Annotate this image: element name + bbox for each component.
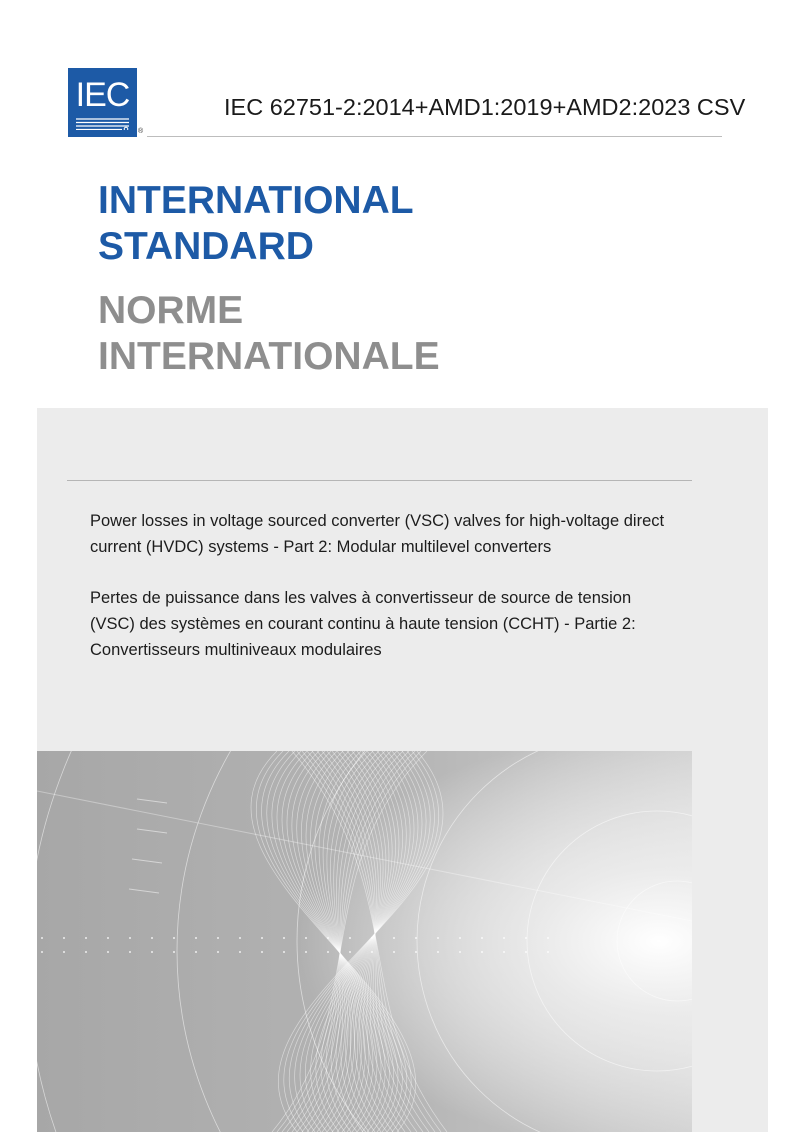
title-french-line2: INTERNATIONALE — [98, 335, 440, 378]
cover-artwork — [37, 751, 692, 1132]
panel-divider — [67, 480, 692, 481]
document-reference: IEC 62751-2:2014+AMD1:2019+AMD2:2023 CSV — [224, 94, 746, 120]
title-french-line1: NORME — [98, 289, 244, 332]
logo-lines-icon — [76, 118, 129, 130]
title-english-line2: STANDARD — [98, 225, 314, 268]
title-french — [98, 288, 440, 380]
title-english-line1: INTERNATIONAL — [98, 179, 414, 222]
logo-text: IEC — [75, 76, 130, 114]
title-english — [98, 178, 414, 270]
cover-artwork-graphic — [37, 751, 692, 1132]
registered-mark: ® — [138, 128, 144, 135]
iec-logo — [68, 68, 137, 137]
header-divider — [147, 136, 722, 137]
description-english: Power losses in voltage sourced converter (VSC) valves for high-voltage direct current (HVDC) systems - Part 2: Modular multilevel converters — [90, 512, 665, 556]
description-french: Pertes de puissance dans les valves à convertisseur de source de tension (VSC) des systèmes en courant continu à haute tension (CCHT) - Partie 2: Convertisseurs multiniveaux modulaires — [90, 589, 636, 659]
